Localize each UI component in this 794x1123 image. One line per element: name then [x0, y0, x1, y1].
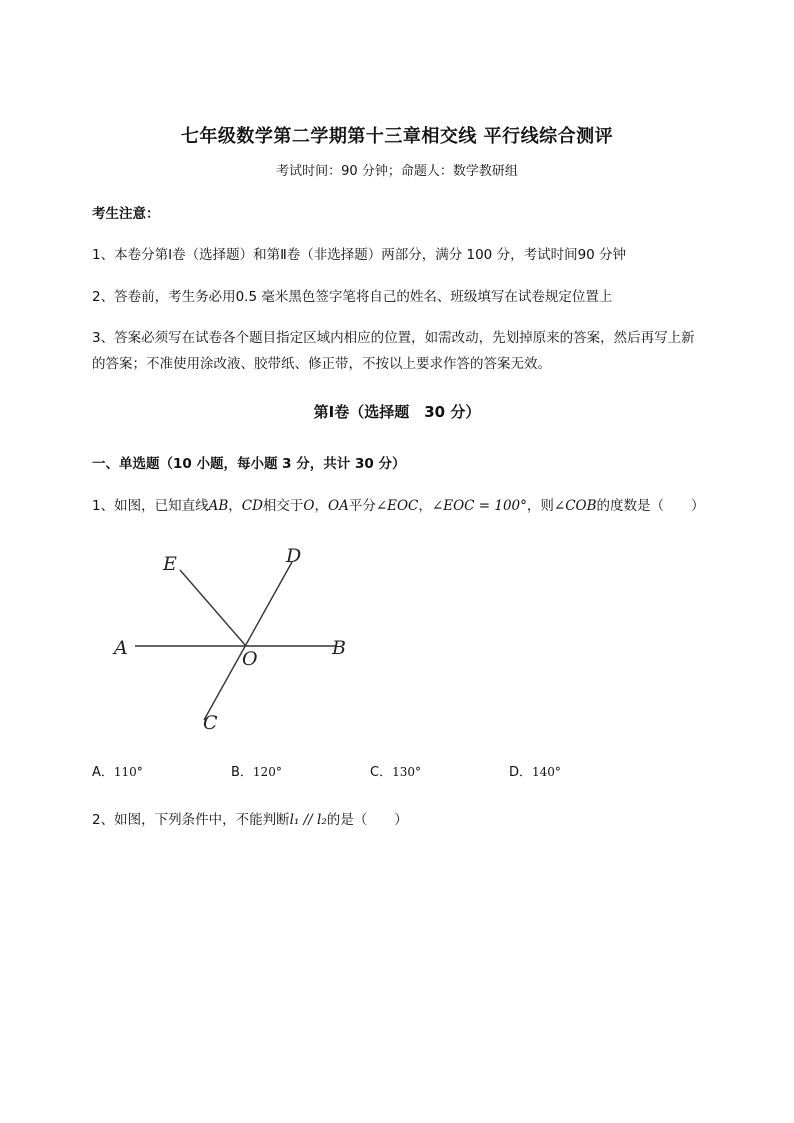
option-c[interactable]	[370, 761, 421, 780]
q1-angle-value: ∠EOC = 100°	[431, 498, 527, 514]
option-letter: D．	[509, 765, 533, 780]
label-e: E	[163, 553, 177, 575]
q2-expression: l₁ // l₂	[289, 812, 327, 828]
option-value: 140°	[532, 765, 561, 779]
notice-item: 2、答卷前，考生务必用0.5 毫米黑色签字笔将自己的姓名、班级填写在试卷规定位置上	[92, 289, 613, 305]
option-letter: C．	[370, 765, 393, 780]
q1-line-cd: CD	[241, 498, 263, 514]
option-b[interactable]	[231, 761, 282, 780]
label-d: D	[286, 545, 302, 567]
line-cd	[204, 562, 292, 720]
q1-ray-oa: OA	[328, 498, 349, 514]
section-title: 第Ⅰ卷（选择题 30 分）	[313, 403, 481, 421]
option-value: 120°	[252, 765, 282, 779]
label-o: O	[242, 648, 258, 670]
q1-suffix: 的度数是（ ）	[596, 498, 705, 514]
option-letter: B．	[231, 765, 253, 780]
exam-info: 考试时间：90 分钟；命题人：数学教研组	[276, 164, 518, 179]
option-value: 130°	[392, 765, 421, 779]
option-letter: A．	[92, 765, 114, 780]
label-b: B	[332, 637, 346, 659]
q1-text: 平分	[348, 498, 376, 514]
q1-angle-cob: ∠COB	[553, 498, 597, 514]
ray-oe	[180, 570, 246, 646]
notice-heading: 考生注意：	[92, 206, 160, 222]
q1-sep: ，	[314, 498, 328, 514]
page-title: 七年级数学第二学期第十三章相交线 平行线综合测评	[180, 126, 614, 147]
q1-angle-eoc: ∠EOC	[375, 498, 419, 514]
q1-prefix: 1、如图，已知直线	[92, 498, 209, 514]
question-2	[92, 808, 408, 828]
q1-sep: ，	[418, 498, 432, 514]
q1-point-o: O	[303, 498, 315, 514]
notice-item: 1、本卷分第Ⅰ卷（选择题）和第Ⅱ卷（非选择题）两部分，满分 100 分，考试时间90 分钟	[92, 247, 627, 263]
label-c: C	[203, 712, 218, 734]
q2-suffix: 的是（ ）	[326, 812, 408, 828]
q1-line-ab: AB	[208, 498, 229, 514]
q1-sep: ，	[228, 498, 242, 514]
label-a: A	[114, 637, 128, 659]
q2-prefix: 2、如图，下列条件中，不能判断	[92, 812, 290, 828]
notice-item: 3、答案必须写在试卷各个题目指定区域内相应的位置，如需改动，先划掉原来的答案，然后再写上新	[92, 330, 695, 346]
q1-figure	[108, 540, 368, 740]
part-title: 一、单选题（10 小题，每小题 3 分，共计 30 分）	[92, 456, 406, 472]
q1-text: ，则	[526, 498, 554, 514]
option-value: 110°	[113, 765, 143, 779]
option-a[interactable]	[92, 761, 143, 780]
q1-text: 相交于	[262, 498, 304, 514]
question-1	[92, 494, 705, 514]
notice-item: 的答案；不准使用涂改液、胶带纸、修正带，不按以上要求作答的答案无效。	[92, 356, 551, 372]
option-d[interactable]	[509, 761, 561, 780]
